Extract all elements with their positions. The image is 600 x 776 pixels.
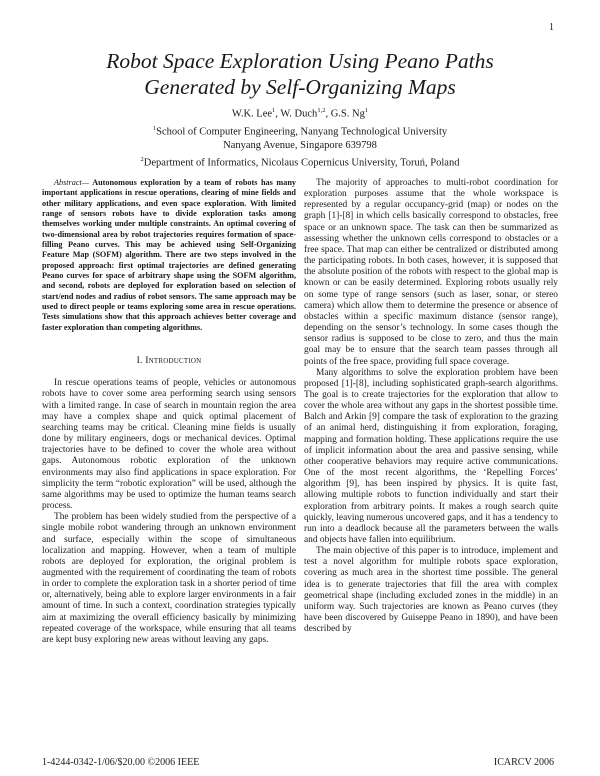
title-line-2: Generated by Self-Organizing Maps [144,75,456,99]
left-paragraph-1: In rescue operations teams of people, vehicles or autonomous robots have to cover some area performing search using sensors with a limited range. In case of search in mountain region the area may have a complex shape and quick optimal placement of searching teams may be critical. Cleaning mine fields is usually done by military engineers, dogs or mechanical devices. Optimal trajectories have to be defined to cover the whole area without gaps. Autonomous robotic exploration of the unknown environments may also find applications in space exploration. For simplicity the term “robotic exploration” will be used, although the same algorithms may be used to optimize the human teams search process. [42,378,296,512]
affiliation-1-sup: 1 [152,124,157,132]
right-paragraph-2: Many algorithms to solve the exploration problem have been proposed [1]-[8], including sophisticated graph-search algorithms. The goal is to create trajectories for the exploration that allow to cover the whole area without any gaps in the shortest possible time. Balch and Arkin [9] compare the task of exploration to the grazing of an animal herd, distinguishing it from exploration, foraging, mapping and formation holding. These applications require the use of implicit information about the area and passive sensing, while other cooperative behaviors may require active communications. One of the most recent algorithms, the ‘Repelling Forces’ algorithm [9], has been inspired by physics. It is quite fast, allowing multiple robots to function individually and start their exploration from arbitrary points. It makes a rough search quite quickly, leaving numerous uncovered gaps, and it has a tendency to run into a deadlock because all the parameters between the walls and objects have fallen into equilibrium. [304,367,558,545]
left-paragraph-2: The problem has been widely studied from the perspective of a single mobile robot wandering through an unknown environment and surface, especially within the scope of simultaneous localization and mapping. However, when a team of multiple robots are deployed for exploration, the original problem is augmented with the requirement of coordinating the team of robots in order to complete the exploration task in a shorter period of time or, alternatively, being able to explore larger environments in a fair amount of time. In such a context, coordination strategies typically aim at maximizing the overall efficiency basically by minimizing repeated coverage of the workspace, while ensuring that all teams are kept busy exploring new areas without leaving any gaps. [42,512,296,645]
affiliation-1-text: School of Computer Engineering, Nanyang Technological University [156,126,448,137]
affiliation-2 [60,153,540,171]
author-block [60,104,540,171]
section-heading-introduction [42,355,296,366]
affiliation-2-text: Department of Informatics, Nicolaus Copernicus University, Toruń, Poland [143,157,460,169]
abstract [42,178,296,333]
right-paragraph-3: The main objective of this paper is to introduce, implement and test a novel algorithm for multiple robots space exploration, covering as much area in the shortest time possible. The general idea is to generate trajectories that fill the area with complex geometrical shape (including excluded zones in the middle) in an uniform way. Such trajectories are known as Peano curves (they have been discovered by Guiseppe Peano in 1890), and have been described by [304,546,558,635]
page-number: 1 [549,22,554,33]
affiliation-2-sup: 2 [140,156,144,163]
paper-title [60,48,540,100]
section-title: Introduction [145,355,202,367]
abstract-text: Autonomous exploration by a team of robots has many important applications in rescue operations, clearing of mine fields and other military applications, and even space exploration. With limited range of sensors robots have to divide exploration tasks among themselves working under multiple constraints. An optimal covering of two-dimensional area by robot trajectories requires formation of space-filling Peano curves. This may be achieved using Self-Organizing Feature Map (SOFM) algorithm. There are two steps involved in the proposed approach: first optimal trajectories are defined generating Peano curves for space of arbitrary shape using the SOFM algorithm, and second, robots are deployed for exploration based on selection of start/end nodes and radius of robot sensors. The same approach may be used to direct people or teams exploring some area in rescue operations. Tests simulations show that this approach achieves better coverage and faster exploration than competing algorithms. [42,178,296,332]
footer-isbn: 1-4244-0342-1/06/$20.00 ©2006 IEEE [42,757,200,768]
affiliation-1-address: Nanyang Avenue, Singapore 639798 [223,140,377,151]
footer-conference: ICARCV 2006 [493,757,554,768]
author-1-sup: 1 [272,107,276,114]
title-line-1: Robot Space Exploration Using Peano Paths [106,49,494,73]
left-column [42,178,296,646]
author-2: W. Duch [280,108,318,120]
author-3-sup: 1 [364,107,369,114]
author-names: W.K. Lee$^1$, W. Duch$^{1,2}$, G.S. Ng$^1$ [231,107,369,120]
author-2-sup: 1,2 [317,107,326,114]
author-1: W.K. Lee [231,108,273,120]
abstract-label: Abstract— [54,178,90,187]
affiliation-1 [60,122,540,140]
section-number: I. [136,355,143,367]
right-column [304,178,558,635]
right-paragraph-1: The majority of approaches to multi-robot coordination for exploration purposes assume that the whole workspace is represented by a regular occupancy-grid (map) or nodes on the graph [1]-[8] in which cells basically correspond to obstacles, free space or an unknown space. The task can then be summarized as assessing whether the unknown cells correspond to obstacles or a free space. That map can either be centralized or distributed among the participating robots. In both cases, however, it is supposed that the absolute position of the robots with respect to the global map is known or can be easily determined. Exploring robots usually rely on some type of range sensors (such as laser, sonar, or stereo camera) which allow them to determine the presence or absence of obstacles within a specific maximum distance (sensor range), depending on the sensor’s technology. In some cases though the sensor radius is supposed to be close to zero, and thus the main goal may be to ensure that the search team passes through all points of the free space, providing full space coverage. [304,178,558,367]
author-3: G.S. Ng [330,108,365,120]
